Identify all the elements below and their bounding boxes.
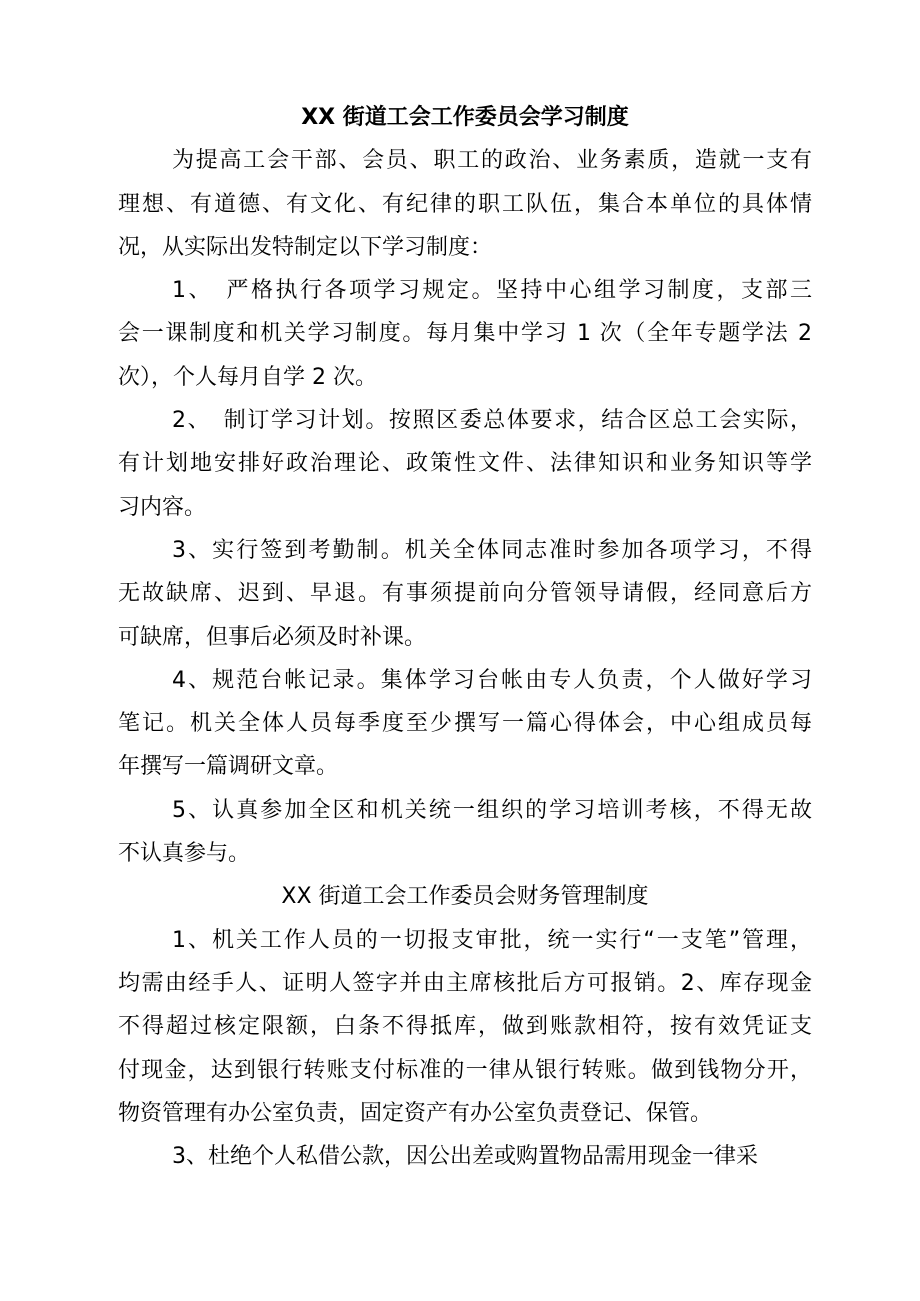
text-line: 1、机关工作人员的一切报支审批，统一实行“一支笔”管理，	[172, 927, 812, 953]
text-line: XX 街道工会工作委员会学习制度	[301, 105, 629, 130]
text-line: 为提高工会干部、会员、职工的政治、业务素质，造就一支有	[172, 148, 812, 174]
section-title	[118, 875, 812, 918]
paragraph	[118, 139, 812, 269]
text-line: 2、 制订学习计划。按照区委总体要求，结合区总工会实际，	[172, 408, 812, 434]
text-line: 会一课制度和机关学习制度。每月集中学习 1 次（全年专题学法 2	[118, 321, 812, 347]
paragraph	[118, 1135, 812, 1178]
text-line: 付现金，达到银行转账支付标准的一律从银行转账。做到钱物分开，	[118, 1057, 812, 1083]
text-line: 年撰写一篇调研文章。	[118, 754, 339, 780]
text-line: XX 街道工会工作委员会财务管理制度	[281, 884, 649, 910]
text-line: 3、杜绝个人私借公款，因公出差或购置物品需用现金一律采	[172, 1144, 758, 1170]
paragraph	[118, 919, 812, 1135]
text-line: 3、实行签到考勤制。机关全体同志准时参加各项学习，不得	[172, 537, 812, 563]
text-line: 5、认真参加全区和机关统一组织的学习培训考核，不得无故	[172, 797, 812, 823]
text-line: 笔记。机关全体人员每季度至少撰写一篇心得体会，中心组成员每	[118, 711, 812, 737]
text-line: 不认真参与。	[118, 841, 251, 867]
paragraph	[118, 789, 812, 876]
paragraph	[118, 659, 812, 789]
document-page	[118, 96, 812, 1178]
text-line: 可缺席，但事后必须及时补课。	[118, 624, 427, 650]
text-line: 4、规范台帐记录。集体学习台帐由专人负责，个人做好学习	[172, 667, 812, 693]
text-line: 无故缺席、迟到、早退。有事须提前向分管领导请假，经同意后方	[118, 581, 812, 607]
text-line: 习内容。	[118, 494, 207, 520]
section-title	[118, 96, 812, 139]
paragraph	[118, 269, 812, 399]
text-line: 况，从实际出发特制定以下学习制度：	[118, 234, 493, 260]
text-line: 次），个人每月自学 2 次。	[118, 364, 377, 390]
text-line: 理想、有道德、有文化、有纪律的职工队伍，集合本单位的具体情	[118, 191, 812, 217]
paragraph	[118, 529, 812, 659]
text-line: 均需由经手人、证明人签字并由主席核批后方可报销。2、库存现金	[118, 970, 812, 996]
text-line: 有计划地安排好政治理论、政策性文件、法律知识和业务知识等学	[118, 451, 812, 477]
text-line: 不得超过核定限额，白条不得抵库，做到账款相符，按有效凭证支	[118, 1014, 812, 1040]
text-line: 1、 严格执行各项学习规定。坚持中心组学习制度，支部三	[172, 278, 812, 304]
paragraph	[118, 399, 812, 529]
text-line: 物资管理有办公室负责，固定资产有办公室负责登记、保管。	[118, 1100, 713, 1126]
